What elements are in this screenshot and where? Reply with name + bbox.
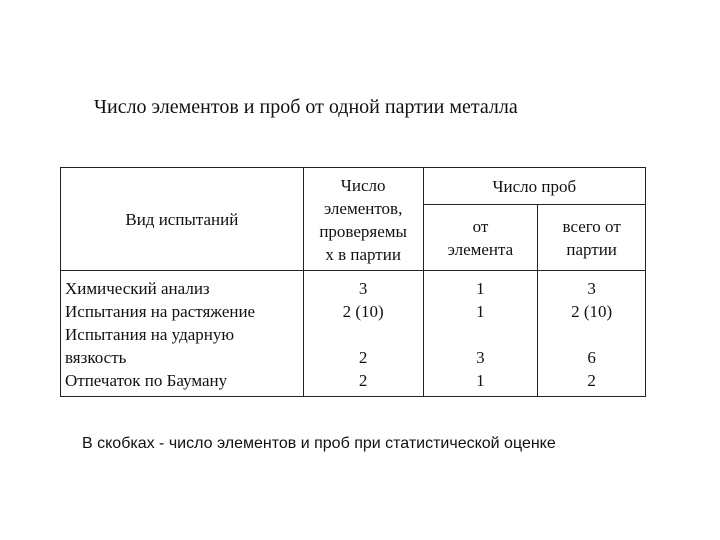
header-from-element [423, 205, 538, 271]
from-batch-value: 2 (10) [571, 302, 613, 321]
header-from-batch-line: всего от [562, 216, 621, 236]
from-element-value [424, 323, 538, 346]
header-elements-line: проверяемы [319, 222, 407, 241]
elements-value: 2 [358, 371, 368, 390]
test-type: Испытания на ударную [65, 325, 235, 344]
header-from-batch [538, 205, 646, 271]
from-batch-value: 3 [587, 279, 596, 298]
table-title: Число элементов и проб от одной партии металла [94, 96, 518, 118]
elements-value: 2 (10) [342, 302, 384, 321]
header-elements-line: элементов, [323, 199, 403, 218]
footnote: В скобках - число элементов и проб при статистической оценке [82, 435, 556, 452]
from-batch-value: 6 [587, 348, 596, 367]
test-types-cell [61, 271, 304, 397]
header-from-element-line: элемента [447, 239, 514, 259]
from-batch-value: 2 [587, 371, 596, 390]
elements-value: 3 [358, 279, 368, 298]
test-type: Отпечаток по Бауману [65, 371, 228, 390]
from-element-value: 1 [476, 279, 485, 298]
from-element-value: 1 [476, 302, 485, 321]
elements-cell [303, 271, 423, 397]
from-element-cell [423, 271, 538, 397]
header-elements-line: Число [340, 176, 386, 195]
header-from-batch-line: партии [566, 239, 617, 259]
from-batch-cell [538, 271, 646, 397]
from-element-value: 1 [476, 371, 485, 390]
test-type: Испытания на растяжение [65, 302, 256, 321]
header-samples: Число проб [423, 168, 645, 205]
from-batch-value [538, 323, 645, 346]
test-type: Химический анализ [65, 279, 210, 298]
test-type: вязкость [65, 348, 127, 367]
header-elements [303, 168, 423, 271]
from-element-value: 3 [476, 348, 485, 367]
header-from-element-line: от [472, 216, 489, 236]
header-elements-line: х в партии [325, 245, 401, 264]
header-test-type: Вид испытаний [61, 168, 304, 271]
elements-value [304, 323, 423, 346]
samples-table [60, 167, 646, 397]
elements-value: 2 [358, 348, 368, 367]
